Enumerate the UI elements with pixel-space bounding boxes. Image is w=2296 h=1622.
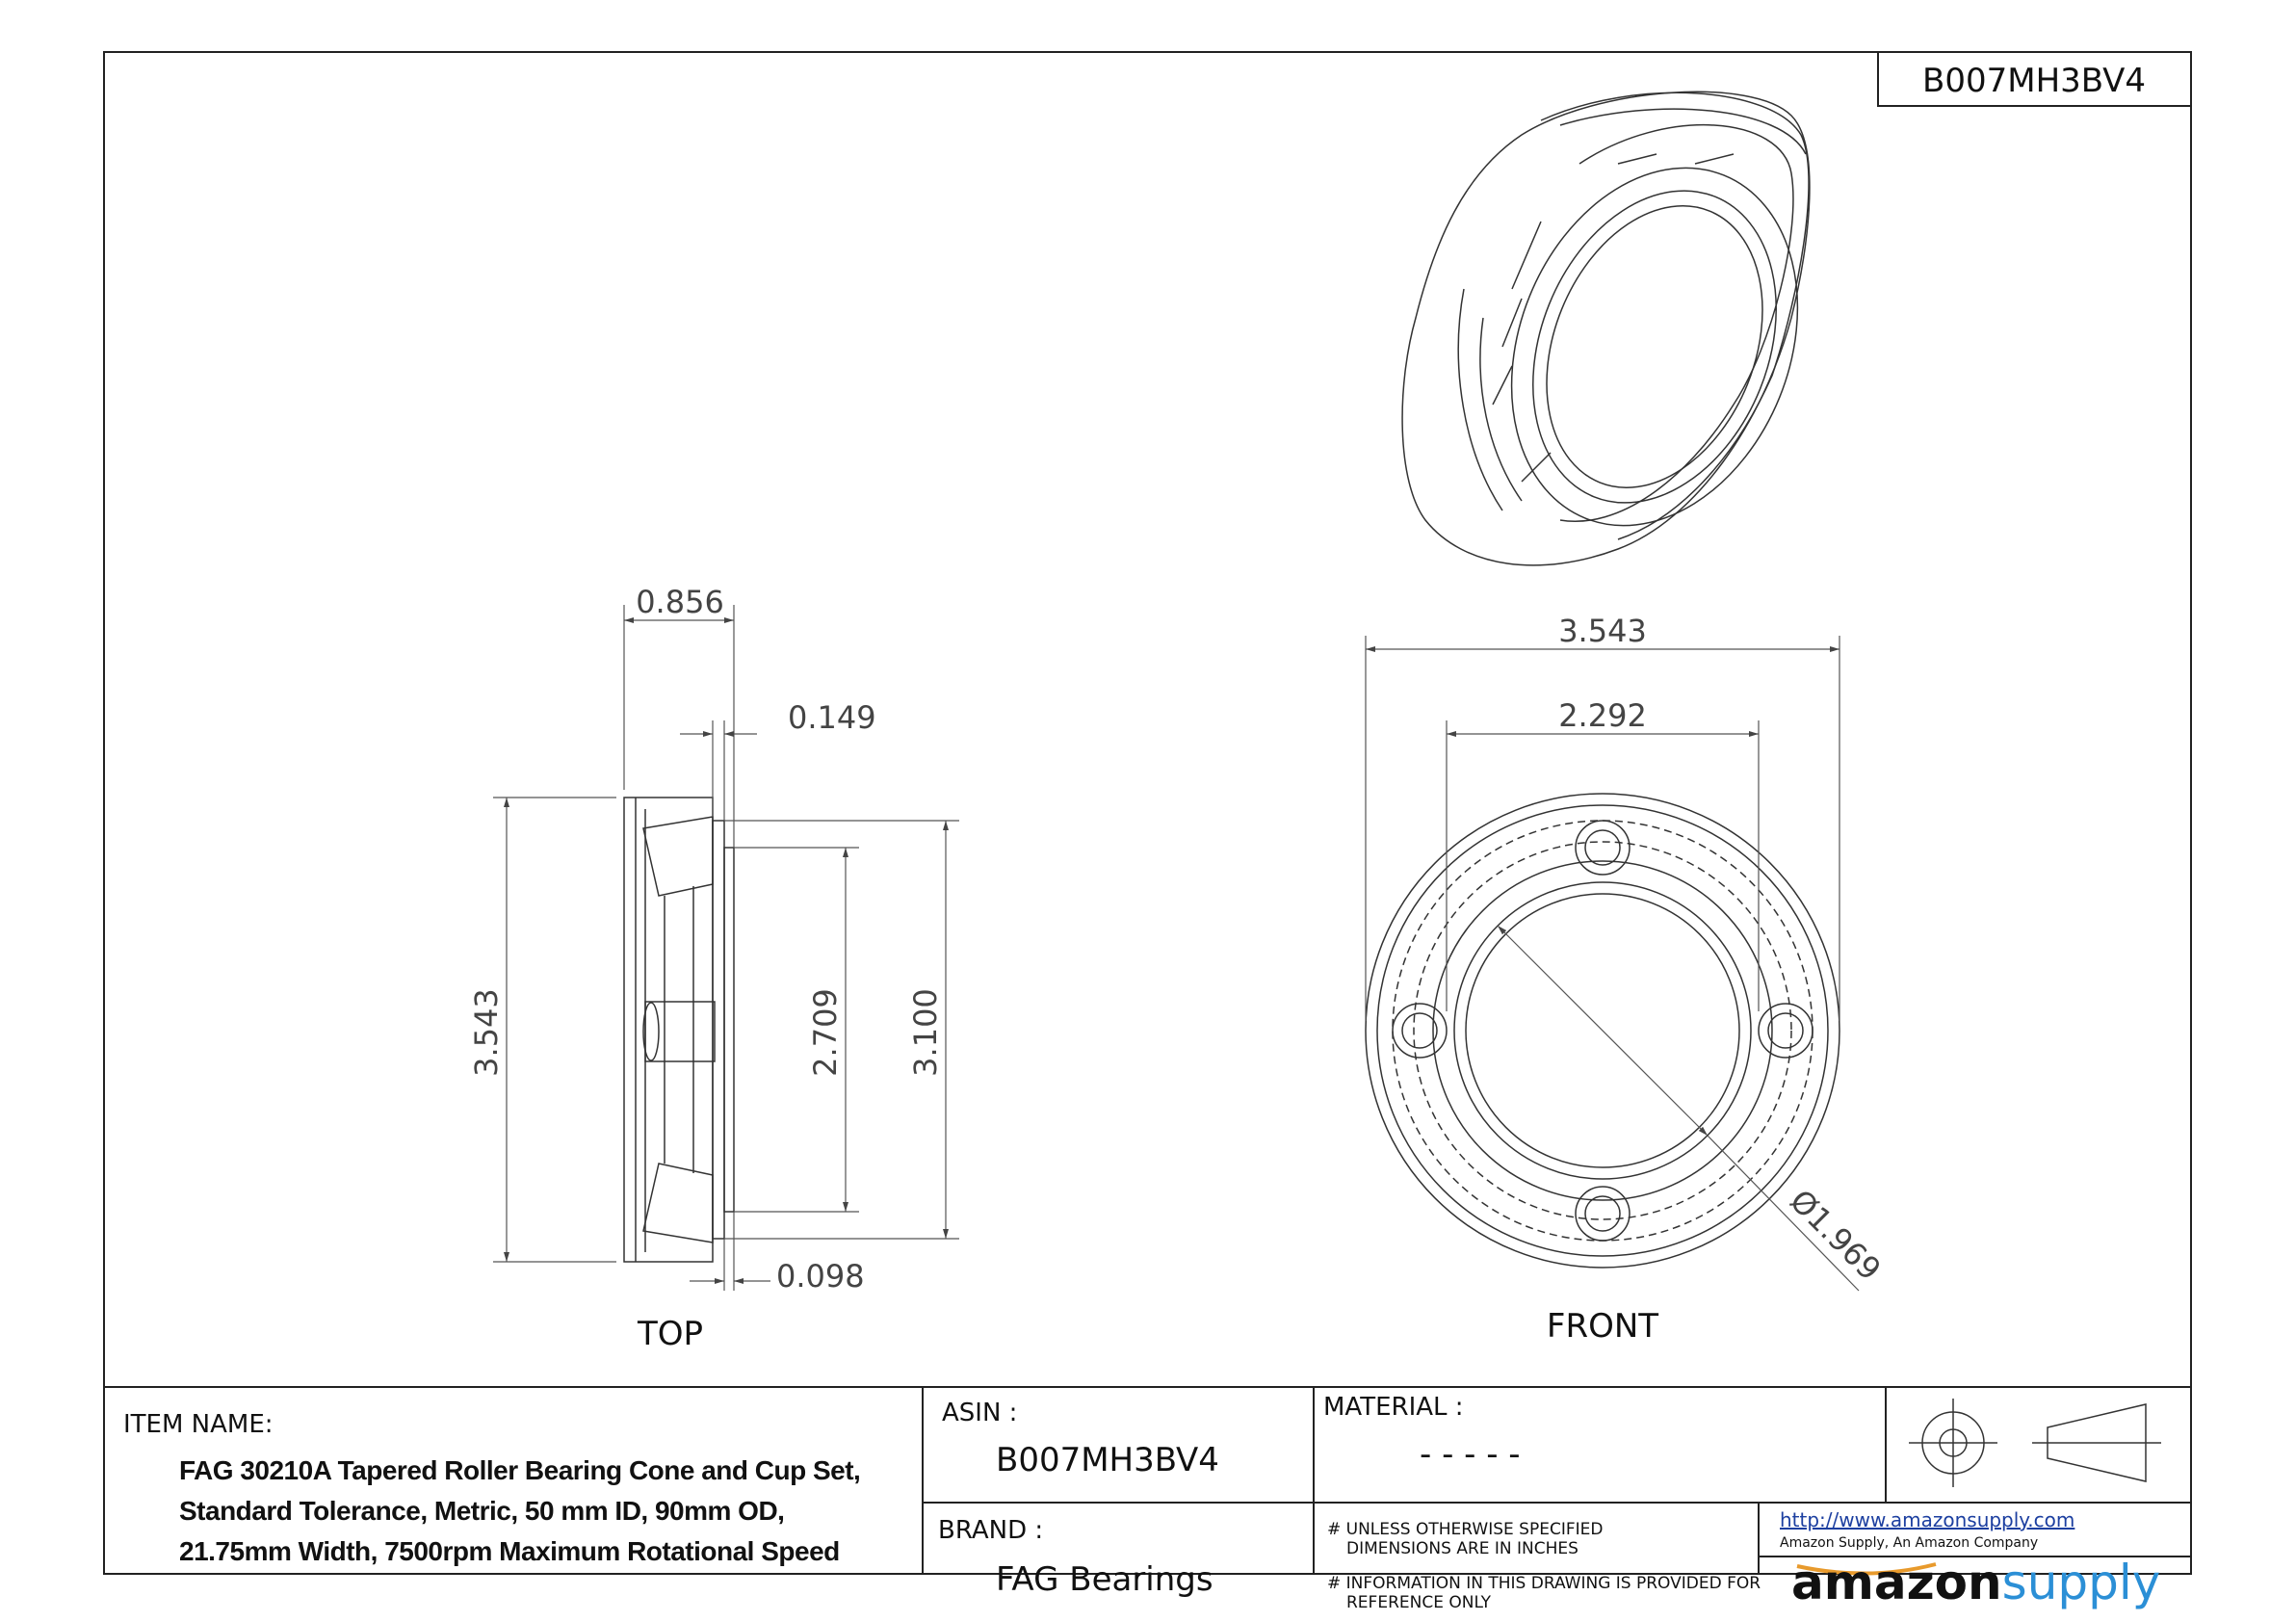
drawing-border (104, 52, 2191, 1574)
item-name-label: ITEM NAME: (123, 1410, 274, 1439)
asin-label: ASIN : (942, 1399, 1018, 1427)
brand-label: BRAND : (938, 1516, 1044, 1545)
company-text: Amazon Supply, An Amazon Company (1780, 1535, 2039, 1551)
part-number-text: B007MH3BV4 (1922, 62, 2146, 100)
isometric-view (1402, 92, 1849, 568)
dim-top-outer-diameter: 3.543 (468, 988, 505, 1077)
note-reference-line2: REFERENCE ONLY (1346, 1593, 1492, 1612)
brand-value: FAG Bearings (996, 1560, 1213, 1599)
dim-front-roller-spacing: 2.292 (1558, 697, 1647, 734)
material-value: - - - - - (1420, 1435, 1521, 1474)
dim-top-width: 0.856 (636, 584, 724, 620)
dim-top-cup-height: 3.100 (907, 988, 944, 1077)
note-reference-line1: # INFORMATION IN THIS DRAWING IS PROVIDED FOR (1327, 1574, 1761, 1593)
top-view-dimensions (493, 605, 959, 1291)
top-view (624, 798, 734, 1262)
asin-value: B007MH3BV4 (996, 1441, 1219, 1479)
amazon-supply-logo (1791, 1555, 2160, 1610)
front-view-dimensions (1366, 636, 1859, 1291)
dim-top-flange: 0.149 (788, 699, 876, 736)
logo-supply: supply (2001, 1555, 2161, 1610)
dim-front-bore-diameter: Ø1.969 (1783, 1182, 1889, 1288)
front-view-label: FRONT (1546, 1307, 1659, 1346)
item-name-text: FAG 30210A Tapered Roller Bearing Cone and Cup Set, Standard Tolerance, Metric, 50 mm ID, 90mm OD, 21.75mm Width, 7500rpm Maximum Rotational Speed (179, 1455, 861, 1566)
dim-front-outer-diameter: 3.543 (1558, 613, 1647, 649)
projection-symbol-icon (1909, 1399, 2161, 1487)
website-link[interactable]: http://www.amazonsupply.com (1780, 1508, 2075, 1531)
dim-top-step: 0.098 (776, 1258, 865, 1295)
dim-top-inner-height: 2.709 (807, 988, 844, 1077)
material-label: MATERIAL : (1323, 1393, 1464, 1422)
note-units-line1: # UNLESS OTHERWISE SPECIFIED (1327, 1520, 1604, 1539)
note-units-line2: DIMENSIONS ARE IN INCHES (1346, 1539, 1578, 1558)
top-view-label: TOP (637, 1315, 704, 1353)
logo-amazon: amazon (1791, 1555, 2002, 1610)
part-number-box (1878, 52, 2191, 106)
